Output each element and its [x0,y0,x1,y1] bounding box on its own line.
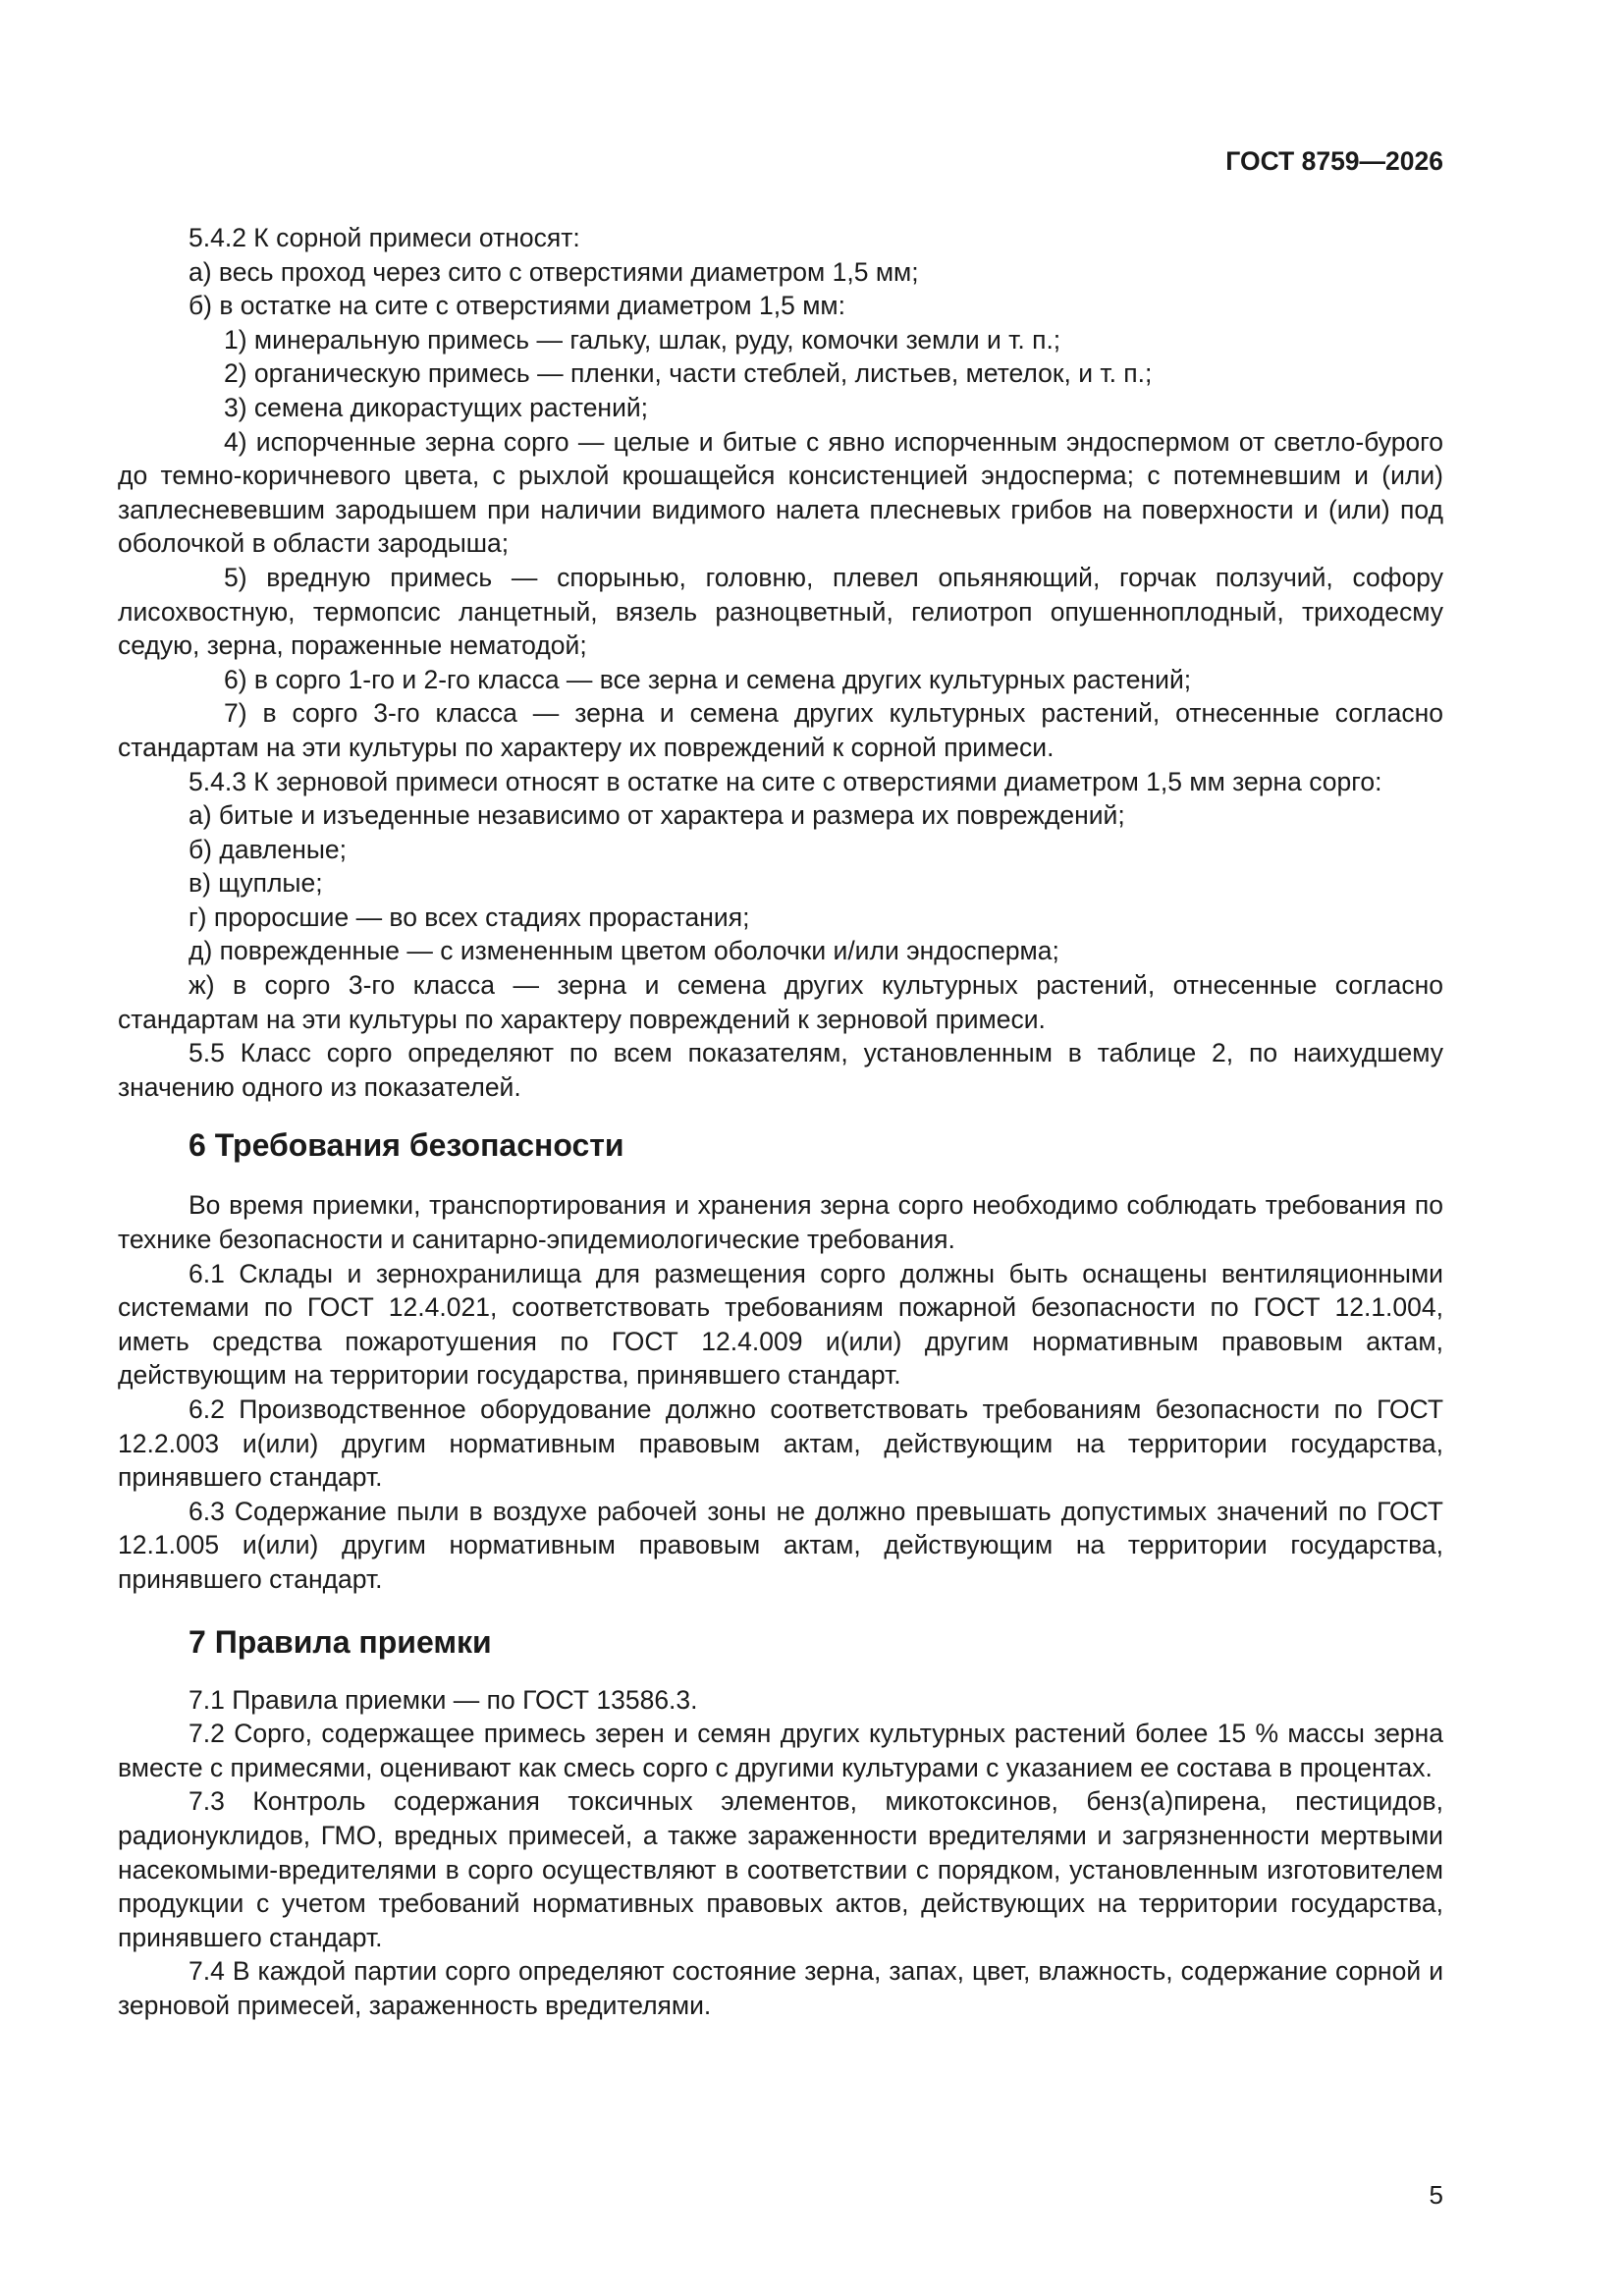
document-code-header: ГОСТ 8759—2026 [1225,146,1443,176]
section-6-heading: 6 Требования безопасности [189,1127,624,1164]
sublist-item-3: 3) семена дикорастущих растений; [224,392,649,422]
sublist-item-7: 7) в сорго 3-го класса — зерна и семена других культурных растений, отнесенные согласно стандартам на эти культуры по характеру их повреждений к сорной примеси. [118,698,1443,762]
list-item-b: б) давленые; [189,834,348,864]
list-item-v: в) щуплые; [189,868,323,899]
clause-7-3: 7.3 Контроль содержания токсичных элементов, микотоксинов, бенз(а)пирена, пестицидов, радионуклидов, ГМО, вредных примесей, а также зараженности вредителями и загрязненности мертвыми насекомыми-вредителями в сорго осуществляют в соответствии с порядком, установленным изготовителем продукции с учетом требований нормативных правовых актов, действующих на территории государства, принявшего стандарт. [118,1786,1443,1952]
list-item-zh: ж) в сорго 3-го класса — зерна и семена других культурных растений, отнесенные согласно стандартам на эти культуры по характеру повреждений к зерновой примеси. [118,970,1443,1034]
sublist-item-4: 4) испорченные зерна сорго — целые и битые с явно испорченным эндоспермом от светло-бурого до темно-коричневого цвета, с рыхлой крошащейся консистенцией эндосперма; с потемневшим и (или) заплесневевшим зародышем при наличии видимого налета плесневых грибов на поверхности и (или) под оболочкой в области зародыша; [118,426,1443,559]
clause-5-5: 5.5 Класс сорго определяют по всем показателям, установленным в таблице 2, по наихудшему значению одного из показателей. [118,1038,1443,1102]
clause-6-2: 6.2 Производственное оборудование должно соответствовать требованиям безопасности по ГОСТ 12.2.003 и(или) другим нормативным правовым актам, действующим на территории государства, принявшего стандарт. [118,1394,1443,1493]
clause-6-3: 6.3 Содержание пыли в воздухе рабочей зоны не должно превышать допустимых значений по ГОСТ 12.1.005 и(или) другим нормативным правовым актам, действующим на территории государства, принявшего стандарт. [118,1496,1443,1594]
clause-5-4-3-intro: 5.4.3 К зерновой примеси относят в остатке на сите с отверстиями диаметром 1,5 мм зерна сорго: [189,766,1382,796]
section-7-heading: 7 Правила приемки [189,1623,492,1660]
page-number: 5 [1429,2180,1443,2210]
sublist-item-5: 5) вредную примесь — спорынью, головню, плевел опьяняющий, горчак ползучий, софору лисохвостную, термопсис ланцетный, вязель разноцветный, гелиотроп опушенноплодный, триходесму седую, зерна, пораженные нематодой; [118,562,1443,661]
clause-6-1: 6.1 Склады и зернохранилища для размещения сорго должны быть оснащены вентиляционными системами по ГОСТ 12.4.021, соответствовать требованиям пожарной безопасности по ГОСТ 12.1.004, иметь средства пожаротушения по ГОСТ 12.4.009 и(или) другим нормативным правовым актам, действующим на территории государства, принявшего стандарт. [118,1258,1443,1391]
clause-7-2: 7.2 Сорго, содержащее примесь зерен и семян других культурных растений более 15 % массы зерна вместе с примесями, оценивают как смесь сорго с другими культурами с указанием ее состава в процентах. [118,1719,1443,1782]
clause-7-1: 7.1 Правила приемки — по ГОСТ 13586.3. [189,1684,698,1715]
list-item-a: а) битые и изъеденные независимо от характера и размера их повреждений; [189,800,1125,831]
list-item-d: д) поврежденные — с измененным цветом оболочки и/или эндосперма; [189,936,1059,966]
sublist-item-2: 2) органическую примесь — пленки, части стеблей, листьев, метелок, и т. п.; [224,358,1153,389]
list-item-g: г) проросшие — во всех стадиях прорастания; [189,902,750,932]
clause-7-4: 7.4 В каждой партии сорго определяют состояние зерна, запах, цвет, влажность, содержание сорной и зерновой примесей, зараженность вредителями. [118,1956,1443,2020]
section-6-intro: Во время приемки, транспортирования и хранения зерна сорго необходимо соблюдать требования по технике безопасности и санитарно-эпидемиологические требования. [118,1190,1443,1255]
list-item-a: а) весь проход через сито с отверстиями диаметром 1,5 мм; [189,256,919,287]
sublist-item-1: 1) минеральную примесь — гальку, шлак, руду, комочки земли и т. п.; [224,324,1061,355]
sublist-item-6: 6) в сорго 1-го и 2-го класса — все зерна и семена других культурных растений; [224,664,1192,694]
page-body [118,221,1443,2023]
clause-5-4-2-intro: 5.4.2 К сорной примеси относят: [189,223,580,252]
list-item-b: б) в остатке на сите с отверстиями диаметром 1,5 мм: [189,291,846,321]
